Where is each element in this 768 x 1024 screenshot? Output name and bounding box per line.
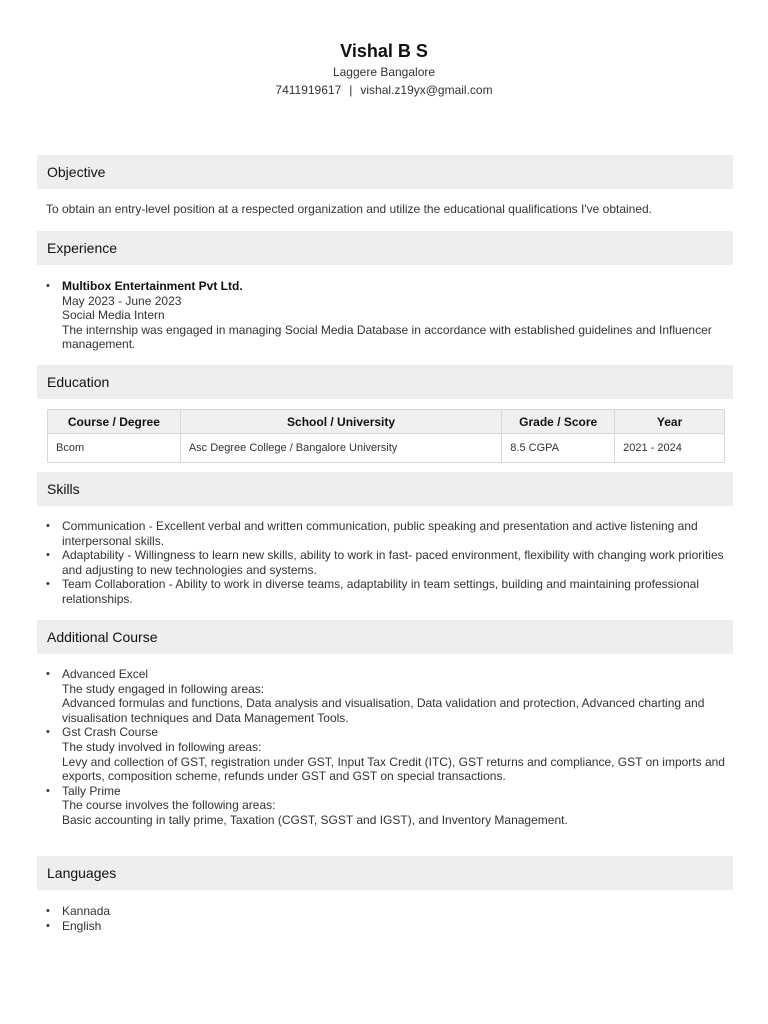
languages-section-header [37,856,733,890]
course-name: • Tally Prime [62,783,121,798]
cell-grade: 8.5 CGPA [502,434,615,463]
course-details: Advanced formulas and functions, Data analysis and visualisation, Data validation and protection, Advanced charting and visualisation techniques and Data Management Tools. [62,696,705,725]
courses-title: Additional Course [47,629,158,645]
col-grade-score: Grade / Score [502,410,615,434]
courses-section-header [37,620,733,654]
objective-text: To obtain an entry-level position at a respected organization and utilize the educational qualifications I've obtained. [46,202,653,216]
experience-dates: May 2023 - June 2023 [62,293,182,308]
col-course-degree: Course / Degree [48,410,181,434]
candidate-location: Laggere Bangalore [332,65,436,79]
skills-list [46,519,736,607]
contact-separator: | [349,83,353,97]
experience-title: Experience [47,240,118,256]
languages-list [46,904,736,933]
education-title: Education [47,374,110,390]
courses-list [46,667,736,828]
resume-header [0,40,768,98]
course-item [46,667,736,725]
experience-company: • Multibox Entertainment Pvt Ltd. [62,279,243,293]
course-intro: The study involved in following areas: [62,739,262,754]
languages-title: Languages [47,865,117,881]
course-intro: The course involves the following areas: [62,798,276,813]
cell-school: Asc Degree College / Bangalore University [180,434,501,463]
cell-course: Bcom [48,434,181,463]
skills-title: Skills [47,481,80,497]
skills-section-header [37,472,733,506]
table-row [48,434,725,463]
list-item: • Adaptability - Willingness to learn new skills, ability to work in fast- paced environment, flexibility with changing work priorities and adjusting to new technologies and systems. [46,548,736,577]
course-details: Basic accounting in tally prime, Taxation (CGST, SGST and IGST), and Inventory Management. [62,812,568,827]
objective-title: Objective [47,164,106,180]
course-intro: The study engaged in following areas: [62,681,265,696]
email-address: vishal.z19yx@gmail.com [360,83,493,97]
education-table [47,409,725,463]
objective-section-header [37,155,733,189]
candidate-name: Vishal B S [340,41,428,61]
list-item: • Communication - Excellent verbal and written communication, public speaking and presentation and active listening and interpersonal skills. [46,519,736,548]
contact-line [0,82,768,98]
experience-role: Social Media Intern [62,308,165,323]
phone-number: 7411919617 [275,83,342,97]
list-item: • English [46,919,736,934]
education-section-header [37,365,733,399]
col-year: Year [615,410,725,434]
experience-item [46,279,736,352]
course-item [46,784,736,828]
experience-description: The internship was engaged in managing Social Media Database in accordance with established guidelines and Influencer management. [62,322,712,352]
experience-list [46,279,736,352]
list-item: • Kannada [46,904,736,919]
experience-section-header [37,231,733,265]
list-item: • Team Collaboration - Ability to work in diverse teams, adaptability in team settings, building and maintaining professional relationships. [46,577,736,606]
course-name: • Gst Crash Course [62,725,159,740]
education-header-row [48,410,725,434]
course-item [46,725,736,783]
course-details: Levy and collection of GST, registration under GST, Input Tax Credit (ITC), GST returns and compliance, GST on imports and exports, composition scheme, refunds under GST and GST on special transactions. [62,754,725,784]
cell-year: 2021 - 2024 [615,434,725,463]
course-name: • Advanced Excel [62,667,149,681]
col-school-university: School / University [180,410,501,434]
